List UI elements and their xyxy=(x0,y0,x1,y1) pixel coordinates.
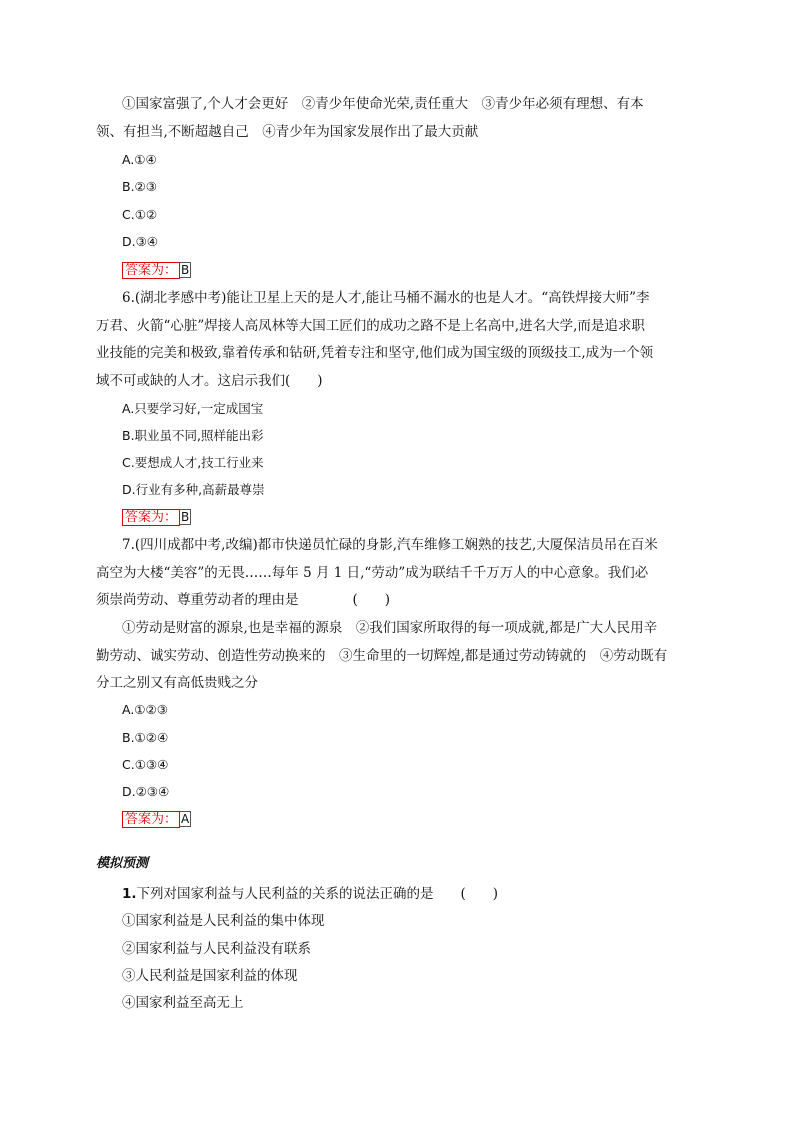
answer-box xyxy=(122,810,191,829)
option-a: A.①④ xyxy=(122,152,157,167)
option-c: C.①② xyxy=(122,207,158,222)
statement-line: ①劳动是财富的源泉,也是幸福的源泉 ②我们国家所取得的每一项成就,都是广大人民用辛 xyxy=(122,620,658,636)
answer-box xyxy=(122,508,191,527)
statement-line: ①国家富强了,个人才会更好 ②青少年使命光荣,责任重大 ③青少年必须有理想、有本 xyxy=(122,96,644,112)
statement-line: ①国家利益是人民利益的集中体现 xyxy=(122,913,325,929)
option-c: C.要想成人才,技工行业来 xyxy=(122,455,264,470)
option-d: D.③④ xyxy=(122,234,159,249)
option-a: A.①②③ xyxy=(122,702,168,717)
answer-value: B xyxy=(181,510,190,524)
statement-line: ③人民利益是国家利益的体现 xyxy=(122,968,298,984)
statement-line: ④国家利益至高无上 xyxy=(122,995,244,1011)
option-d: D.行业有多种,高薪最尊崇 xyxy=(122,482,265,497)
option-a: A.只要学习好,一定成国宝 xyxy=(122,401,264,416)
question-6-line: 业技能的完美和极致,靠着传承和钻研,凭着专注和坚守,他们成为国宝级的顶级技工,成为一个领 xyxy=(96,345,654,361)
option-b: B.①②④ xyxy=(122,730,169,745)
option-b: B.职业虽不同,照样能出彩 xyxy=(122,428,264,443)
question-7-line: 高空为大楼“美容”的无畏……每年 5 月 1 日,“劳动”成为联结千千万万人的中心意象。我们必 xyxy=(96,565,649,581)
mock-question-1-stem xyxy=(122,885,498,903)
answer-value: B xyxy=(181,263,190,277)
question-7-line: 7.(四川成都中考,改编)都市快递员忙碌的身影,汽车维修工娴熟的技艺,大厦保洁员吊在百米 xyxy=(122,537,658,553)
answer-label: 答案为： xyxy=(122,509,180,526)
answer-label: 答案为： xyxy=(122,811,180,828)
statement-line: 领、有担当,不断超越自己 ④青少年为国家发展作出了最大贡献 xyxy=(96,124,479,140)
option-b: B.②③ xyxy=(122,179,157,194)
question-6-line: 6.(湖北孝感中考)能让卫星上天的是人才,能让马桶不漏水的也是人才。“高铁焊接大师”李 xyxy=(122,290,650,306)
statement-line: ②国家利益与人民利益没有联系 xyxy=(122,941,311,957)
option-d: D.②③④ xyxy=(122,784,170,799)
question-7-line: 须崇尚劳动、尊重劳动者的理由是 ( ) xyxy=(96,592,391,608)
question-6-line: 万君、火箭“心脏”焊接人高凤林等大国工匠们的成功之路不是上名高中,进名大学,而是追求职 xyxy=(96,318,645,334)
answer-label: 答案为： xyxy=(122,262,180,279)
section-title: 模拟预测 xyxy=(96,856,149,871)
statement-line: 分工之别又有高低贵贱之分 xyxy=(96,675,258,691)
question-number: 1. xyxy=(122,886,137,902)
answer-value: A xyxy=(181,812,190,826)
question-6-line: 域不可或缺的人才。这启示我们( ) xyxy=(96,373,323,389)
answer-box xyxy=(122,261,191,280)
question-stem: 下列对国家利益与人民利益的关系的说法正确的是 ( ) xyxy=(136,886,499,902)
statement-line: 勤劳动、诚实劳动、创造性劳动换来的 ③生命里的一切辉煌,都是通过劳动铸就的 ④劳动既有 xyxy=(96,648,668,664)
option-c: C.①③④ xyxy=(122,757,169,772)
